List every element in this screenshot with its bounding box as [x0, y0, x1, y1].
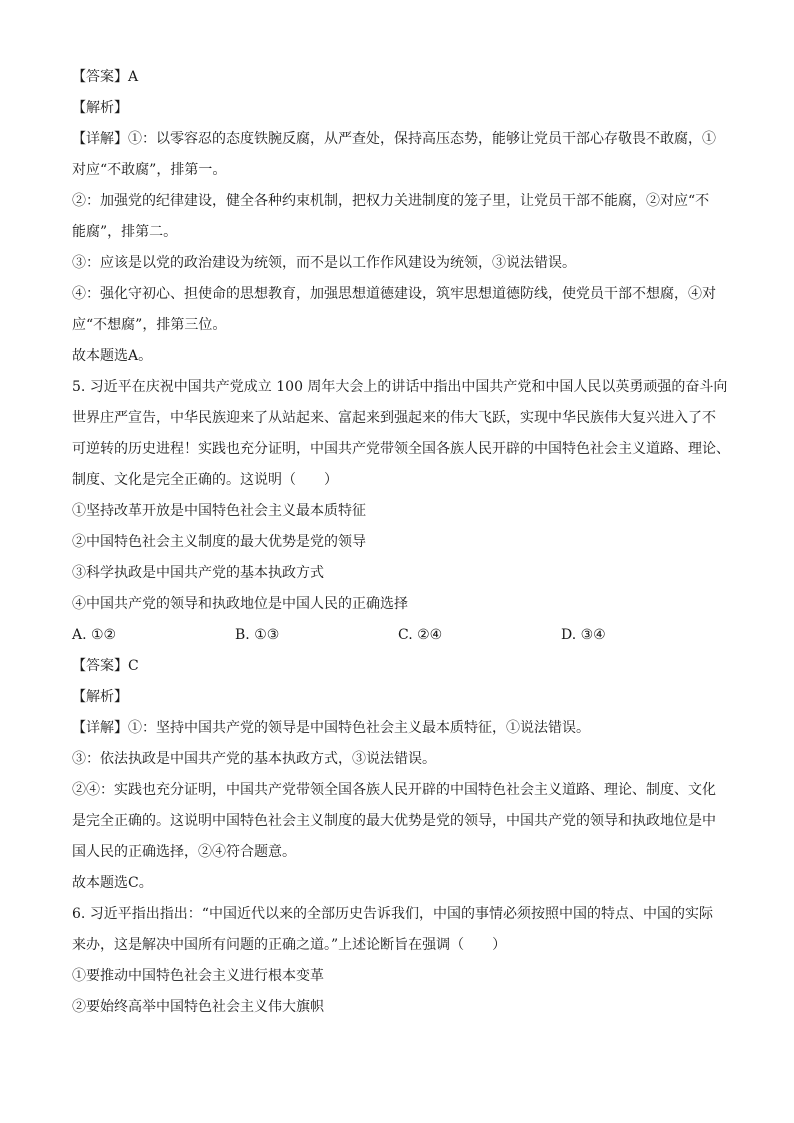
question-text: 世界庄严宣告，中华民族迎来了从站起来、富起来到强起来的伟大飞跃，实现中华民族伟大复兴进入了不 — [72, 410, 716, 426]
answer-label: 【答案】A — [72, 69, 139, 85]
text-line: 应“不想腐”，排第三位。 — [72, 317, 227, 333]
text-line: 【详解】①：以零容忍的态度铁腕反腐，从严查处，保持高压态势，能够让党员干部心存敬畏不敢腐，① — [72, 131, 716, 147]
statement-1: ①坚持改革开放是中国特色社会主义最本质特征 — [72, 503, 366, 519]
conclusion-line: 故本题选C。 — [72, 875, 153, 891]
option-c: C. ②④ — [398, 627, 443, 643]
text-line: 对应“不敢腐”，排第一。 — [72, 162, 227, 178]
text-line: 国人民的正确选择，②④符合题意。 — [72, 844, 296, 860]
question-6 — [72, 899, 734, 1023]
text-line: ③：应该是以党的政治建设为统领，而不是以工作作风建设为统领，③说法错误。 — [72, 255, 576, 271]
text-block-q5-answer — [72, 651, 734, 899]
statement-2: ②要始终高举中国特色社会主义伟大旗帜 — [72, 999, 324, 1015]
analysis-label: 【解析】 — [72, 100, 128, 116]
text-line: ②④：实践也充分证明，中国共产党带领全国各族人民开辟的中国特色社会主义道路、理论、制度、文化 — [72, 782, 716, 798]
text-line: ④：强化守初心、担使命的思想教育，加强思想道德建设，筑牢思想道德防线，使党员干部不想腐，④对 — [72, 286, 716, 302]
analysis-label: 【解析】 — [72, 689, 128, 705]
text-line: 【详解】①：坚持中国共产党的领导是中国特色社会主义最本质特征，①说法错误。 — [72, 720, 590, 736]
question-text: 来办，这是解决中国所有问题的正确之道。”上述论断旨在强调（ ） — [72, 937, 507, 953]
statement-2: ②中国特色社会主义制度的最大优势是党的领导 — [72, 534, 366, 550]
question-5 — [72, 372, 734, 651]
statement-4: ④中国共产党的领导和执政地位是中国人民的正确选择 — [72, 596, 408, 612]
text-line: ②：加强党的纪律建设，健全各种约束机制，把权力关进制度的笼子里，让党员干部不能腐，②对应“不 — [72, 193, 710, 209]
text-line: 是完全正确的。这说明中国特色社会主义制度的最大优势是党的领导，中国共产党的领导和执政地位是中 — [72, 813, 716, 829]
question-text: 6. 习近平指出指出：“中国近代以来的全部历史告诉我们，中国的事情必须按照中国的特点、中国的实际 — [72, 906, 713, 922]
statement-1: ①要推动中国特色社会主义进行根本变革 — [72, 968, 324, 984]
question-text: 可逆转的历史进程！实践也充分证明，中国共产党带领全国各族人民开辟的中国特色社会主义道路、理论、 — [72, 441, 730, 457]
option-a: A. ①② — [72, 627, 117, 643]
answer-label: 【答案】C — [72, 658, 139, 674]
option-b: B. ①③ — [235, 627, 280, 643]
text-line: 能腐”，排第二。 — [72, 224, 178, 240]
conclusion-line: 故本题选A。 — [72, 348, 153, 364]
text-line: ③：依法执政是中国共产党的基本执政方式，③说法错误。 — [72, 751, 436, 767]
statement-3: ③科学执政是中国共产党的基本执政方式 — [72, 565, 324, 581]
question-text: 制度、文化是完全正确的。这说明（ ） — [72, 472, 338, 488]
option-d: D. ③④ — [561, 627, 606, 643]
answer-options — [72, 620, 734, 651]
question-text: 5. 习近平在庆祝中国共产党成立 100 周年大会上的讲话中指出中国共产党和中国人民以英勇顽强的奋斗向 — [72, 379, 728, 395]
text-block-q4-answer — [72, 62, 734, 372]
